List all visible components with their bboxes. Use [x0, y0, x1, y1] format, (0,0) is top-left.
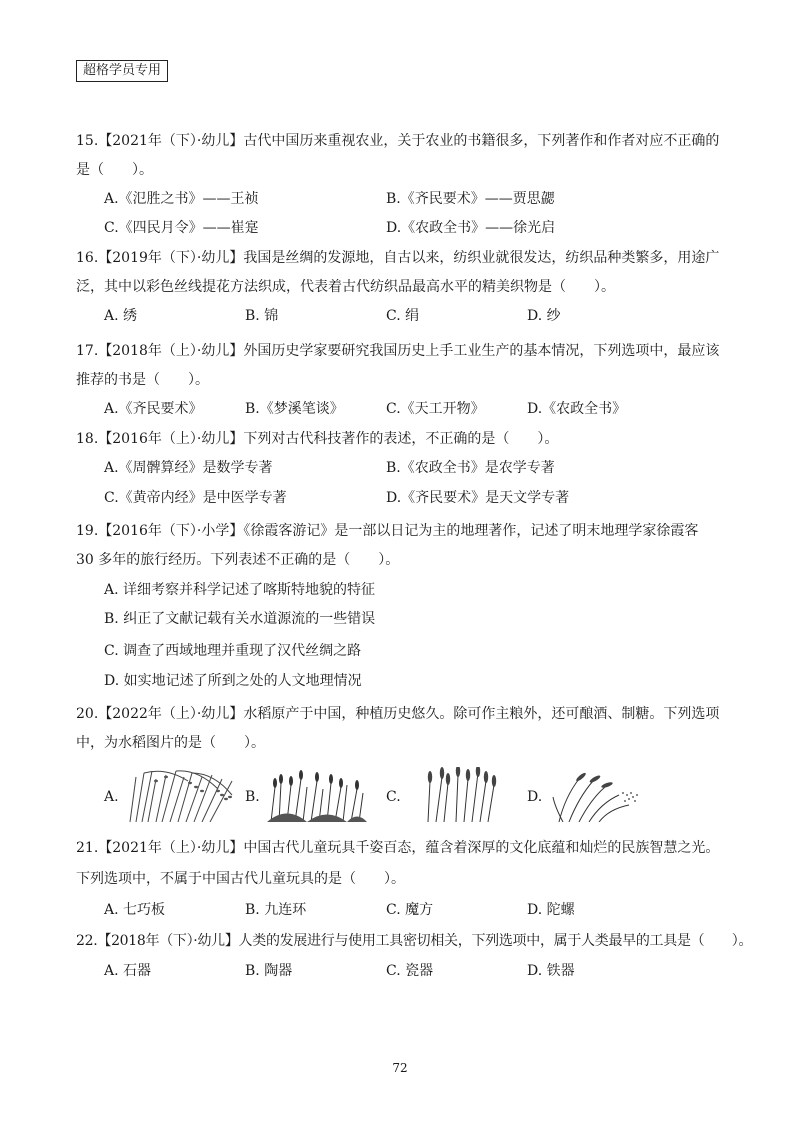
question-22-option-d[interactable]: D. 铁器	[527, 963, 575, 979]
question-19-option-b[interactable]: B. 纠正了文献记载有关水道源流的一些错误	[104, 611, 376, 627]
question-18-option-b[interactable]: B.《农政全书》是农学专著	[386, 460, 555, 476]
question-20-option-c[interactable]	[386, 767, 516, 822]
option-b-label: B.	[245, 789, 260, 805]
question-18-option-c[interactable]: C.《黄帝内经》是中医学专著	[104, 490, 287, 506]
question-21-line-2: 下列选项中，不属于中国古代儿童玩具的是（ ）。	[76, 871, 405, 887]
wheat-stalks-illustration-c	[408, 767, 508, 822]
question-21-option-d[interactable]: D. 陀螺	[527, 902, 575, 918]
question-18-option-d[interactable]: D.《齐民要术》是天文学专著	[386, 490, 570, 506]
question-19-line-2: 30 多年的旅行经历。下列表述不正确的是（ ）。	[76, 552, 400, 568]
question-17-line-2: 推荐的书是（ ）。	[76, 372, 209, 388]
question-18-line-1: 18.【2016年（上）·幼儿】下列对古代科技著作的表述，不正确的是（ ）。	[76, 431, 559, 447]
question-19-option-a[interactable]: A. 详细考察并科学记述了喀斯特地貌的特征	[104, 582, 376, 598]
question-16-option-d[interactable]: D. 纱	[527, 308, 561, 324]
question-16-option-a[interactable]: A. 绣	[104, 308, 138, 324]
question-20-line-1: 20.【2022年（上）·幼儿】水稻原产于中国，种植历史悠久。除可作主粮外，还可酿酒、制糖。下列选项	[76, 706, 720, 722]
question-15-line-2: 是（ ）。	[76, 162, 153, 178]
question-21-option-c[interactable]: C. 魔方	[386, 902, 434, 918]
option-c-label: C.	[386, 789, 401, 805]
option-a-label: A.	[104, 789, 119, 805]
question-16-option-c[interactable]: C. 绢	[386, 308, 420, 324]
question-17-option-d[interactable]: D.《农政全书》	[527, 401, 627, 417]
question-17-option-b[interactable]: B.《梦溪笔谈》	[245, 401, 344, 417]
question-19-line-1: 19.【2016年（下）·小学】《徐霞客游记》是一部以日记为主的地理著作，记述了明末地理学家徐霞客	[76, 523, 699, 539]
question-15-option-b[interactable]: B.《齐民要术》——贾思勰	[386, 191, 555, 207]
question-16-option-b[interactable]: B. 锦	[245, 308, 279, 324]
question-15-option-a[interactable]: A.《氾胜之书》——王祯	[104, 191, 259, 207]
question-15-option-d[interactable]: D.《农政全书》——徐光启	[386, 220, 556, 236]
question-17-option-a[interactable]: A.《齐民要术》	[104, 401, 203, 417]
question-20-option-b[interactable]	[245, 767, 375, 822]
question-19-option-d[interactable]: D. 如实地记述了所到之处的人文地理情况	[104, 673, 362, 689]
question-17-line-1: 17.【2018年（上）·幼儿】外国历史学家要研究我国历史上手工业生产的基本情况，下列选项中，最应该	[76, 343, 720, 359]
question-22-option-c[interactable]: C. 瓷器	[386, 963, 434, 979]
wheat-field-illustration-b	[267, 767, 367, 822]
question-20-option-d[interactable]	[527, 767, 657, 822]
student-only-tag: 超格学员专用	[76, 60, 168, 82]
question-15-line-1: 15.【2021年（下）·幼儿】古代中国历来重视农业，关于农业的书籍很多，下列著作和作者对应不正确的	[76, 133, 720, 149]
question-21-option-b[interactable]: B. 九连环	[245, 902, 307, 918]
question-17-option-c[interactable]: C.《天工开物》	[386, 401, 485, 417]
question-22-option-a[interactable]: A. 石器	[104, 963, 152, 979]
question-20-line-2: 中，为水稻图片的是（ ）。	[76, 735, 265, 751]
question-16-line-1: 16.【2019年（下）·幼儿】我国是丝绸的发源地，自古以来，纺织业就很发达，纺织品种类繁多，用途广	[76, 250, 720, 266]
page-number: 72	[392, 1061, 408, 1075]
millet-plant-illustration-d	[549, 767, 649, 822]
question-22-line-1: 22.【2018年（下）·幼儿】人类的发展进行与使用工具密切相关，下列选项中，属于人类最早的工具是（ ）。	[76, 933, 753, 949]
question-21-option-a[interactable]: A. 七巧板	[104, 902, 166, 918]
question-16-line-2: 泛，其中以彩色丝线提花方法织成，代表着古代纺织品最高水平的精美织物是（ ）。	[76, 279, 615, 295]
question-21-line-1: 21.【2021年（上）·幼儿】中国古代儿童玩具千姿百态，蕴含着深厚的文化底蕴和灿烂的民族智慧之光。	[76, 840, 720, 856]
question-18-option-a[interactable]: A.《周髀算经》是数学专著	[104, 460, 273, 476]
question-20-option-a[interactable]	[104, 767, 239, 822]
option-d-label: D.	[527, 789, 543, 805]
rice-plant-illustration-a	[126, 767, 238, 822]
question-15-option-c[interactable]: C.《四民月令》——崔寔	[104, 220, 259, 236]
question-19-option-c[interactable]: C. 调查了西域地理并重现了汉代丝绸之路	[104, 643, 362, 659]
question-22-option-b[interactable]: B. 陶器	[245, 963, 293, 979]
